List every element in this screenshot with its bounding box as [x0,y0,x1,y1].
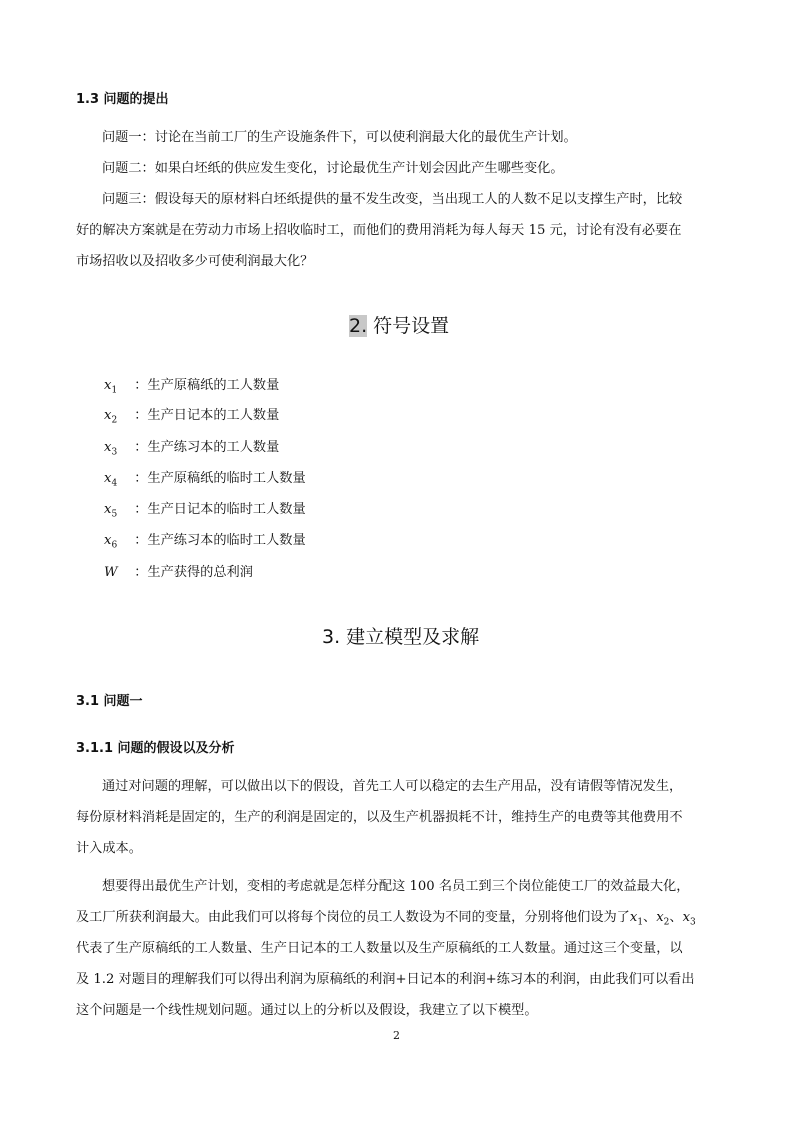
symbol-variable: $x_6$ [104,533,118,551]
enum-comma: 、 [669,910,683,925]
question-3-line-2: 好的解决方案就是在劳动力市场上招收临时工，而他们的费用消耗为每人每天 15 元，讨论有没有必要在 [76,223,682,238]
symbol-variable: $x_1$ [104,378,118,396]
symbol-row [104,563,253,583]
symbol-variable: $x_4$ [104,471,118,489]
paragraph-1-line-2: 每份原材料消耗是固定的，生产的利润是固定的，以及生产机器损耗不计，维持生产的电费等其他费用不 [76,810,683,825]
section-3-1-heading: 3.1 问题一 [76,694,143,709]
symbol-description: ：生产原稿纸的工人数量 [130,378,280,393]
variable-x2: $x_2$ [656,910,670,928]
paragraph-2-line-1: 想要得出最优生产计划，变相的考虑就是怎样分配这 100 名员工到三个岗位能使工厂的效益最大化， [102,879,690,894]
symbol-description: ：生产练习本的工人数量 [130,440,280,455]
symbol-description: ：生产获得的总利润 [130,565,253,580]
symbol-row [104,438,279,458]
paragraph-2-line-5: 这个问题是一个线性规划问题。通过以上的分析以及假设，我建立了以下模型。 [76,1003,538,1018]
paragraph-1-line-1: 通过对问题的理解，可以做出以下的假设，首先工人可以稳定的去生产用品，没有请假等情况发生， [102,779,683,794]
symbol-variable: $x_2$ [104,408,118,426]
question-1: 问题一：讨论在当前工厂的生产设施条件下，可以使利润最大化的最优生产计划。 [102,130,577,145]
symbol-row [104,406,279,426]
section-2-heading-text: 符号设置 [367,315,450,337]
symbol-description: ：生产日记本的临时工人数量 [130,502,306,517]
symbol-row [104,531,306,551]
section-2-heading-number: 2. [349,315,368,337]
paragraph-1-line-3: 计入成本。 [76,841,142,856]
question-2: 问题二：如果白坯纸的供应发生变化，讨论最优生产计划会因此产生哪些变化。 [102,161,564,176]
symbol-variable: $x_5$ [104,502,118,520]
symbol-description: ：生产原稿纸的临时工人数量 [130,471,306,486]
paragraph-2-line-2-text: 及工厂所获利润最大。由此我们可以将每个岗位的员工人数设为不同的变量，分别将他们设为了 [76,910,630,925]
symbol-description: ：生产日记本的工人数量 [130,408,280,423]
symbol-variable: $x_3$ [104,440,118,458]
section-3-1-1-heading: 3.1.1 问题的假设以及分析 [76,741,235,756]
section-3-heading: 3. 建立模型及求解 [322,626,480,648]
section-1-3-heading: 1.3 问题的提出 [76,92,169,107]
symbol-row [104,469,306,489]
question-3-line-3: 市场招收以及招收多少可使利润最大化？ [76,254,314,269]
section-2-heading [349,311,449,338]
question-3-line-1: 问题三：假设每天的原材料白坯纸提供的量不发生改变，当出现工人的人数不足以支撑生产时，比较 [102,192,683,207]
paragraph-2-line-4: 及 1.2 对题目的理解我们可以得出利润为原稿纸的利润+日记本的利润+练习本的利润，由此我们可以看出 [76,972,695,987]
symbol-row [104,500,306,520]
page-number: 2 [393,1029,400,1042]
symbol-variable: W [104,565,118,580]
enum-comma: 、 [643,910,657,925]
variable-x3: $x_3$ [682,910,696,928]
symbol-row [104,376,279,396]
variable-x1: $x_1$ [629,910,644,928]
paragraph-2-line-3: 代表了生产原稿纸的工人数量、生产日记本的工人数量以及生产原稿纸的工人数量。通过这三个变量，以 [76,941,683,956]
symbol-description: ：生产练习本的临时工人数量 [130,533,306,548]
